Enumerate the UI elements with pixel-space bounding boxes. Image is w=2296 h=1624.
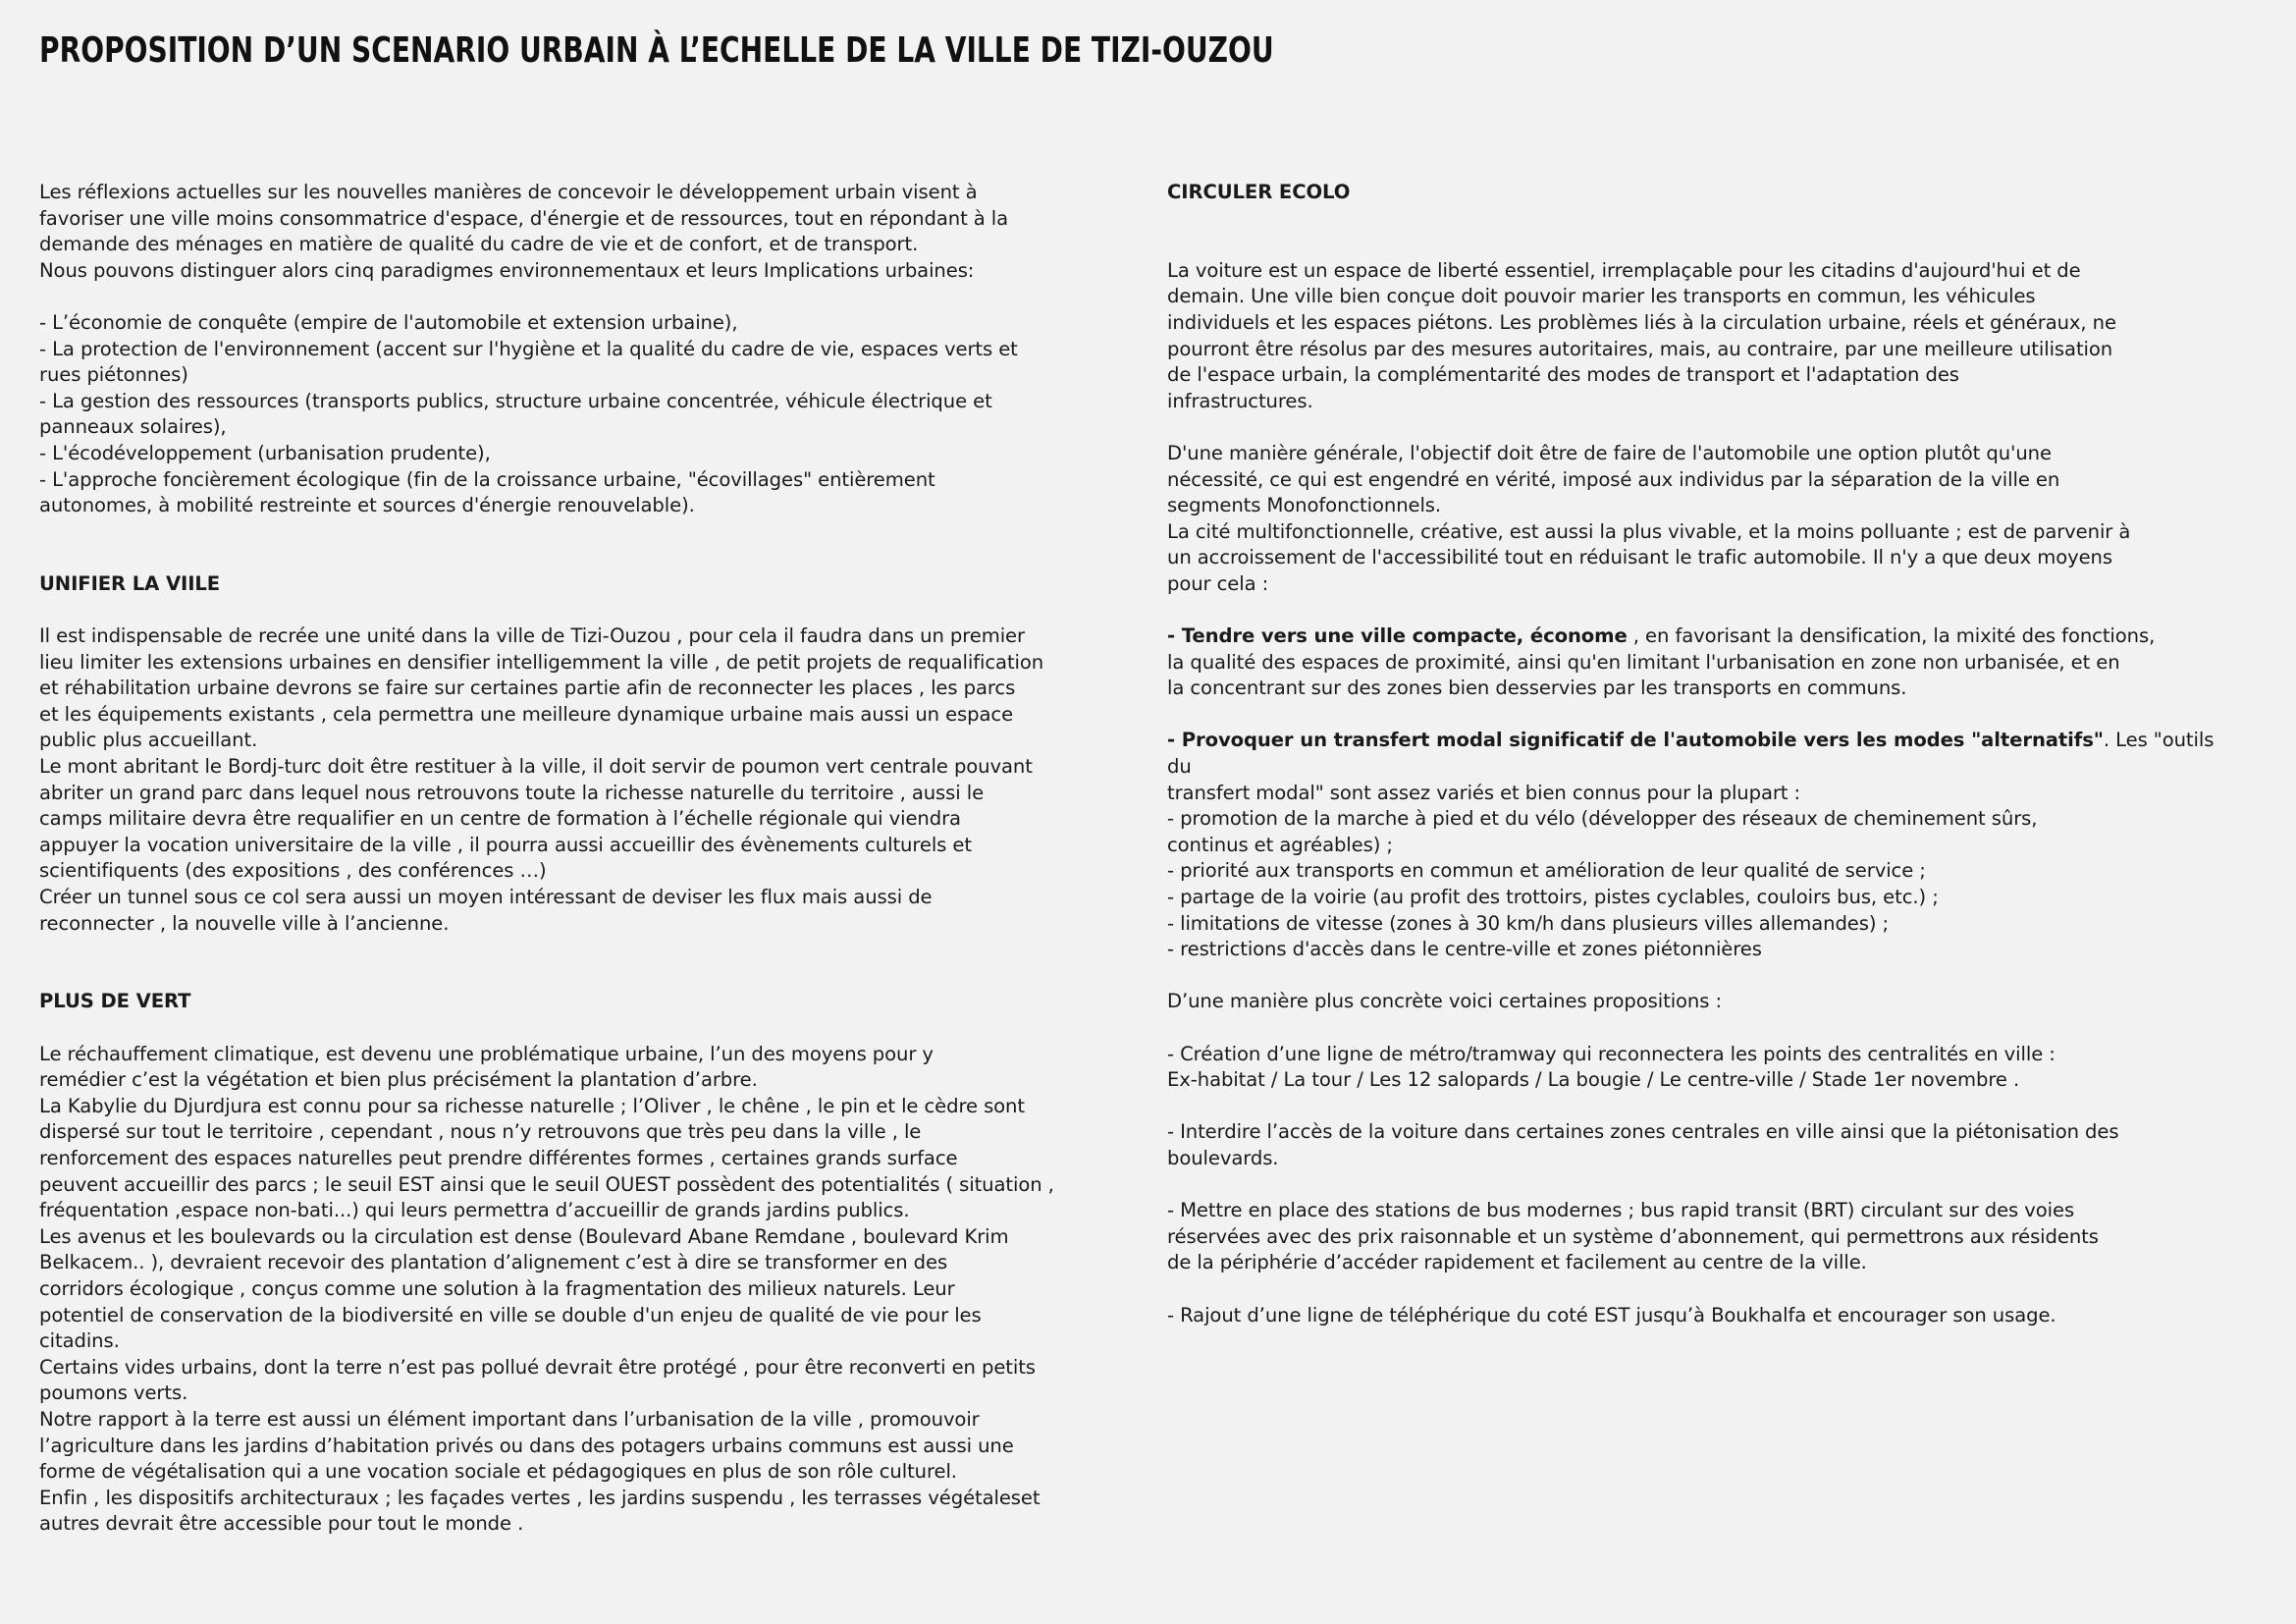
section-heading-circuler: CIRCULER ECOLO xyxy=(1167,181,1351,203)
vert-paragraph: Le réchauffement climatique, est devenu une problématique urbaine, l’un des moyens pour y remédier c’est la végétation et bien plus précisément la plantation d’arbre. La Kabylie du Djurdjura est connu pour sa richesse naturelle ; l’Oliver , le chêne , le pin et le cèdre sont dispersé sur tout le territoire , cependant , nous n’y retrouvons que très peu dans la ville , le renforcement des espaces naturelles peut prendre différentes formes , certaines grands surface peuvent accueillir des parcs ; le seuil EST ainsi que le seuil OUEST possèdent des potentialités ( situation , fréquentation ,espace non-bati...) qui leurs permettra d’accueillir de grands jardins publics. Les avenus et les boulevards ou la circulation est dense (Boulevard Abane Remdane , boulevard Krim Belkacem.. ), devraient recevoir des plantation d’alignement c’est à dire se transformer en des corridors écologique , conçus comme une solution à la fragmentation des milieux naturels. Leur potentiel de conservation de la biodiversité en ville se double d'un enjeu de qualité de vie pour les citadins. Certains vides urbains, dont la terre n’est pas pollué devrait être protégé , pour être reconverti en petits poumons verts. Notre rapport à la terre est aussi un élément important dans l’urbanisation de la ville , promouvoir l’agriculture dans les jardins d’habitation privés ou dans des potagers urbains communs est aussi une forme de végétalisation qui a une vocation sociale et pédagogiques en plus de son rôle culturel. Enfin , les dispositifs architecturaux ; les façades vertes , les jardins suspendu , les terrasses végétaleset autres devrait être accessible pour tout le monde . xyxy=(39,1042,1054,1536)
paradigms-list: - L’économie de conquête (empire de l'automobile et extension urbaine), - La protection de l'environnement (accent sur l'hygiène et la qualité du cadre de vie, espaces verts et rues piétonnes) - La gestion des ressources (transports publics, structure urbaine concentrée, véhicule électrique et panneaux solaires), - L'écodéveloppement (urbanisation prudente), - L'approche foncièrement écologique (fin de la croissance urbaine, "écovillages" entièrement autonomes, à mobilité restreinte et sources d'énergie renouvelable). xyxy=(39,310,1018,517)
proposal-tramway: - Création d’une ligne de métro/tramway qui reconnectera les points des centralités en ville : Ex-habitat / La tour / Les 12 salopards / La bougie / Le centre-ville / Stade 1er novembre . xyxy=(1167,1042,2056,1092)
unifier-paragraph: Il est indispensable de recrée une unité dans la ville de Tizi-Ouzou , pour cela il faudra dans un premier lieu limiter les extensions urbaines en densifier intelligemment la ville , de petit projets de requalification et réhabilitation urbaine devrons se faire sur certaines partie afin de reconnecter les places , les parcs et les équipements existants , cela permettra une meilleure dynamique urbaine mais aussi un espace public plus accueillant. Le mont abritant le Bordj-turc doit être restituer à la ville, il doit servir de poumon vert centrale pouvant abriter un grand parc dans lequel nous retrouvons toute la richesse naturelle du territoire , aussi le camps militaire devra être requalifier en un centre de formation à l’échelle régionale qui viendra appuyer la vocation universitaire de la ville , il pourra aussi accueillir des évènements culturels et scientifiquents (des expositions , des conférences …) Créer un tunnel sous ce col sera aussi un moyen intéressant de deviser les flux mais aussi de reconnecter , la nouvelle ville à l’ancienne. xyxy=(39,624,1044,935)
proposal-brt: - Mettre en place des stations de bus modernes ; bus rapid transit (BRT) circulant sur des voies réservées avec des prix raisonnable et un système d’abonnement, qui permettrons aux résidents de la périphérie d’accéder rapidement et facilement au centre de la ville. xyxy=(1167,1199,2099,1274)
right-column xyxy=(1167,180,2237,1328)
strategy-compact-city xyxy=(1167,623,2237,702)
strategy-modal-transfer xyxy=(1167,728,2237,962)
left-column xyxy=(39,180,1139,1538)
page-title: PROPOSITION D’UN SCENARIO URBAIN À L’ECHELLE DE LA VILLE DE TIZI-OUZOU xyxy=(39,30,1274,71)
circuler-paragraph-2: D'une manière générale, l'objectif doit être de faire de l'automobile une option plutôt qu'une nécessité, ce qui est engendré en vérité, imposé aux individus par la séparation de la ville en segments Monofonctionnels. La cité multifonctionnelle, créative, est aussi la plus vivable, et la moins polluante ; est de parvenir à un accroissement de l'accessibilité tout en réduisant le trafic automobile. Il n'y a que deux moyens pour cela : xyxy=(1167,441,2131,595)
intro-paragraph: Les réflexions actuelles sur les nouvelles manières de concevoir le développement urbain visent à favoriser une ville moins consommatrice d'espace, d'énergie et de ressources, tout en répondant à la demande des ménages en matière de qualité du cadre de vie et de confort, et de transport. Nous pouvons distinguer alors cinq paradigmes environnementaux et leurs Implications urbaines: xyxy=(39,181,1009,282)
proposal-cable-car: - Rajout d’une ligne de téléphérique du coté EST jusqu’à Boukhalfa et encourager son usage. xyxy=(1167,1303,2056,1326)
proposals-intro: D’une manière plus concrète voici certaines propositions : xyxy=(1167,990,1722,1013)
proposal-pedestrian: - Interdire l’accès de la voiture dans certaines zones centrales en ville ainsi que la piétonisation des boulevards. xyxy=(1167,1120,2119,1169)
strategy-modal-transfer-text: . Les "outils du transfert modal" sont assez variés et bien connus pour la plupart : - promotion de la marche à pied et du vélo (développer des réseaux de cheminement sûrs, continus et agréables) ; - priorité aux transports en commun et amélioration de leur qualité de service ; - partage de la voirie (au profit des trottoirs, pistes cyclables, couloirs bus, etc.) ; - limitations de vitesse (zones à 30 km/h dans plusieurs villes allemandes) ; - restrictions d'accès dans le centre-ville et zones piétonnières xyxy=(1167,729,2215,961)
section-heading-unifier: UNIFIER LA VIILE xyxy=(39,571,221,595)
section-heading-vert: PLUS DE VERT xyxy=(39,990,191,1013)
circuler-paragraph-1: La voiture est un espace de liberté essentiel, irremplaçable pour les citadins d'aujourd'hui et de demain. Une ville bien conçue doit pouvoir marier les transports en commun, les véhicules individuels et les espaces piétons. Les problèmes liés à la circulation urbaine, réels et généraux, ne pourront être résolus par des mesures autoritaires, mais, au contraire, par une meilleure utilisation de l'espace urbain, la complémentarité des modes de transport et l'adaptation des infrastructures. xyxy=(1167,258,2116,412)
strategy-compact-city-text: , en favorisant la densification, la mixité des fonctions, la qualité des espaces de proximité, ainsi qu'en limitant l'urbanisation en zone non urbanisée, et en la concentrant sur des zones bien desservies par les transports en communs. xyxy=(1167,624,2156,700)
strategy-modal-transfer-title: - Provoquer un transfert modal significatif de l'automobile vers les modes "alternatifs" xyxy=(1167,729,2104,752)
strategy-compact-city-title: - Tendre vers une ville compacte, économe xyxy=(1167,624,1628,648)
